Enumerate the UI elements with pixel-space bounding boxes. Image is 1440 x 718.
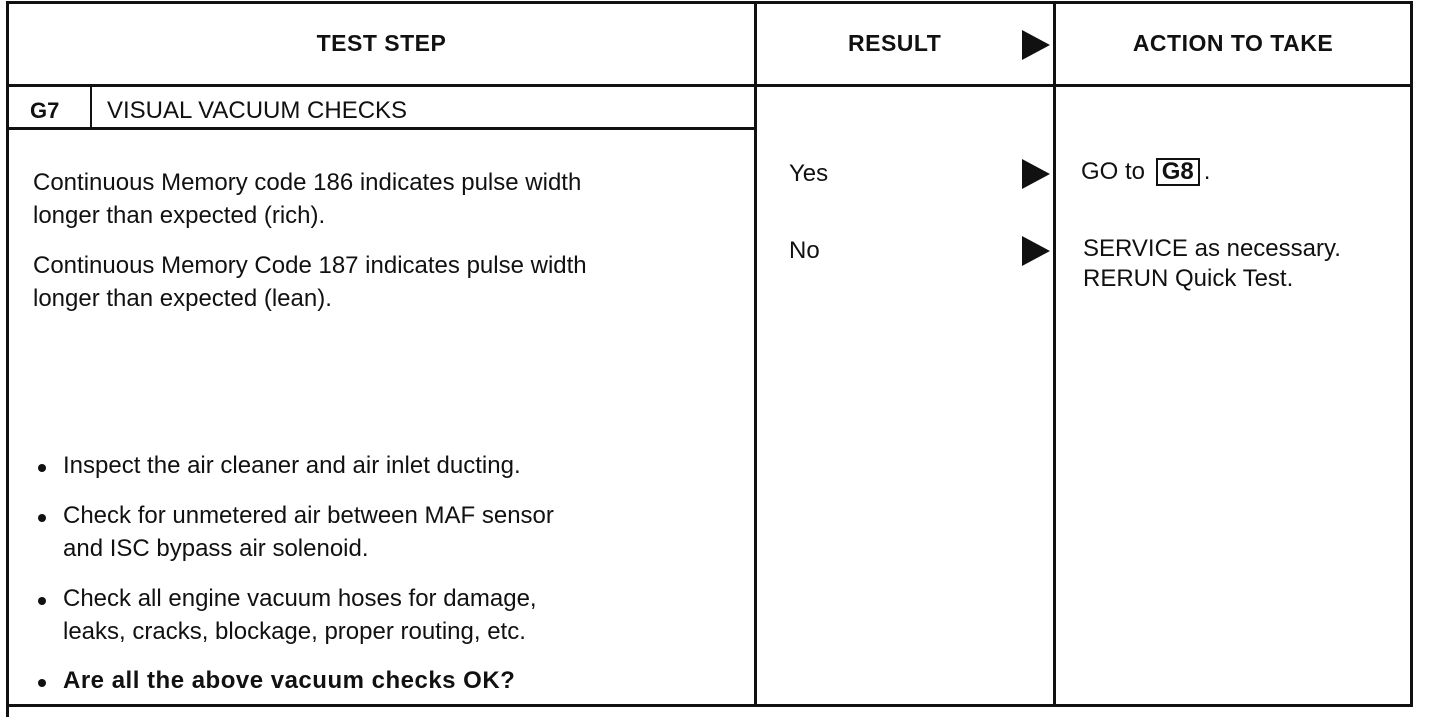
check-item-2-line1: Check for unmetered air between MAF sensor [63,499,554,532]
action-no-line2: RERUN Quick Test. [1083,265,1294,292]
step-title: VISUAL VACUUM CHECKS [107,97,408,124]
result-yes-arrow-icon [1022,159,1050,189]
column-divider-1 [754,1,757,707]
header-action-to-take: ACTION TO TAKE [1132,29,1334,56]
intro-para1-line2: longer than expected (rich). [33,202,326,229]
result-arrow-icon [1022,30,1050,60]
action-yes-suffix: . [1203,158,1211,185]
result-no: No [789,237,820,264]
check-item-2-line2: and ISC bypass air solenoid. [63,535,369,562]
table-border-right [1410,1,1413,707]
check-item-3-line1: Check all engine vacuum hoses for damage, [63,582,537,615]
column-divider-2 [1053,1,1056,707]
result-yes: Yes [789,160,829,187]
table-border-bottom [6,704,1413,707]
step-code-divider [90,86,92,129]
action-no-line1: SERVICE as necessary. [1083,235,1341,262]
intro-para2-line1: Continuous Memory Code 187 indicates pulse width [33,252,587,279]
action-yes [1081,155,1210,188]
step-code: G7 [30,98,60,123]
result-no-arrow-icon [1022,236,1050,266]
header-test-step: TEST STEP [316,29,447,56]
check-question: Are all the above vacuum checks OK? [63,664,515,697]
action-yes-code: G8 [1156,158,1200,186]
check-item-3-line2: leaks, cracks, blockage, proper routing, etc. [63,618,526,645]
table-border-left [6,1,9,717]
step-title-underline [6,127,756,130]
header-result: RESULT [848,29,942,56]
check-item-1: Inspect the air cleaner and air inlet ducting. [63,449,521,482]
intro-para1-line1: Continuous Memory code 186 indicates pulse width [33,169,582,196]
intro-para2-line2: longer than expected (lean). [33,285,332,312]
action-yes-prefix: GO to [1081,158,1146,185]
